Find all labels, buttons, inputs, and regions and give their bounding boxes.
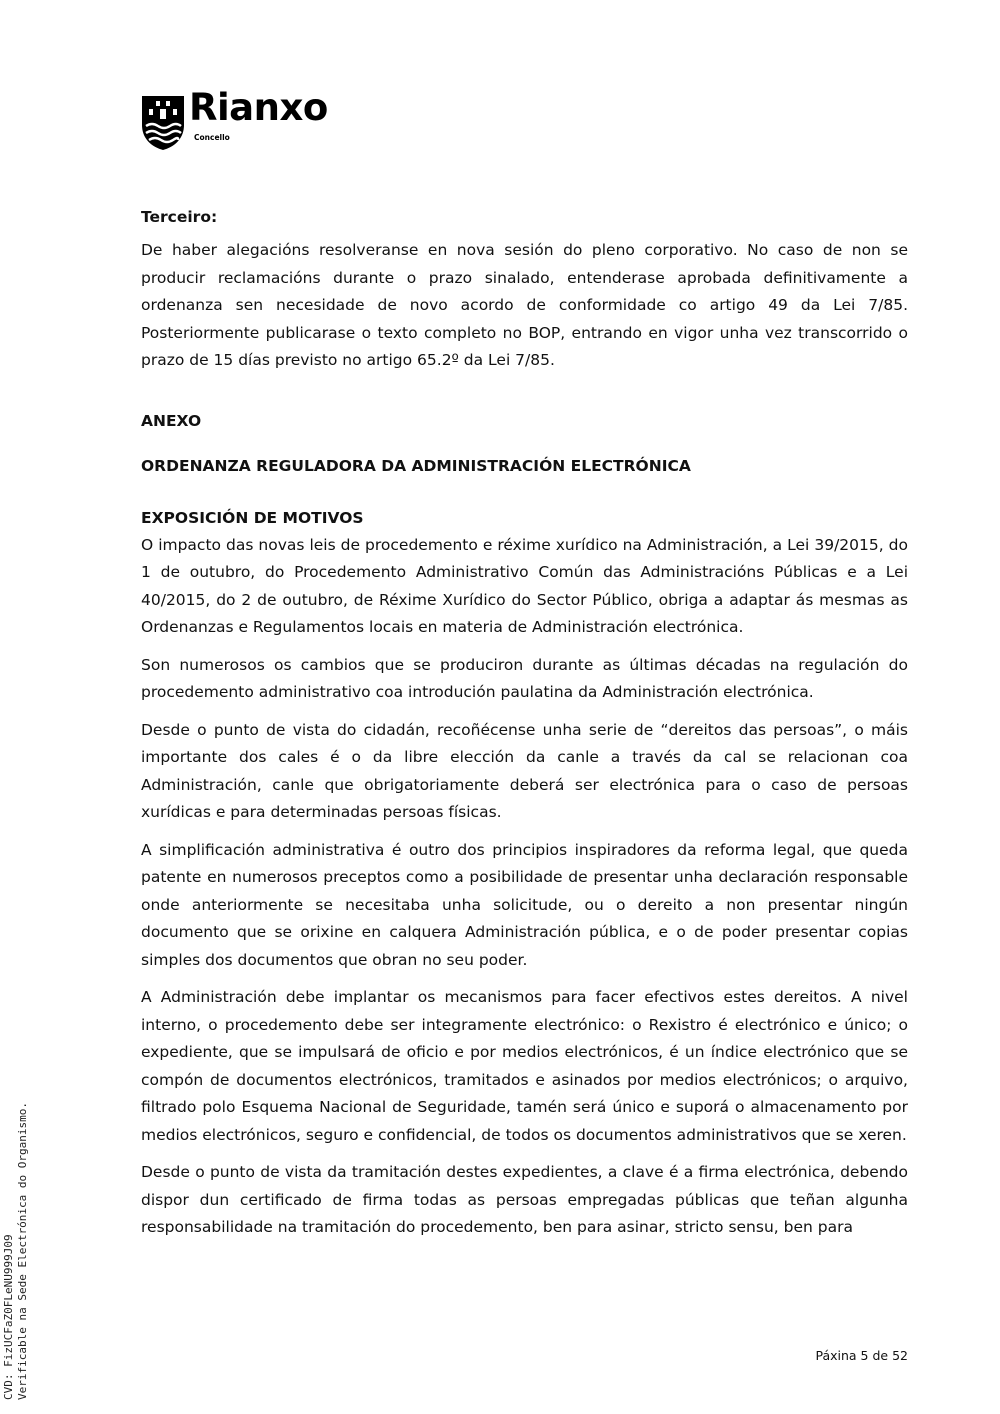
body-paragraph: A Administración debe implantar os mecanismos para facer efectivos estes dereitos. A nivel interno, o procedemento debe ser integramente electrónico: o Rexistro é electrónico e único; o expediente, que se impulsará de oficio e por medios electrónicos, é un índice electrónico que se compón de documentos electrónicos, tramitados e asinados por medios electrónicos; o arquivo, filtrado polo Esquema Nacional de Seguridade, tamén será único e suporá o almacenamento por medios electrónicos, seguro e confidencial, de todos os documentos administrativos que se xeren. <box>141 988 908 1144</box>
anexo-heading: ANEXO <box>141 411 202 430</box>
page-number: Páxina 5 de 52 <box>815 1348 908 1363</box>
concello-logo <box>141 86 351 153</box>
body-paragraph: Desde o punto de vista do cidadán, recoñécense unha serie de “dereitos das persoas”, o máis importante dos cales é o da libre elección da canle a través da cal se relacionan coa Administración, canle que obrigatoriamente deberá ser electrónica para o caso de persoas xurídicas e para determinadas persoas físicas. <box>141 720 908 821</box>
document-body <box>141 203 908 1242</box>
terceiro-paragraph: De haber alegacións resolveranse en nova sesión do pleno corporativo. No caso de non se producir reclamacións durante o prazo sinalado, entenderase aprobada definitivamente a ordenanza sen necesidade de novo acordo de conformidade co artigo 49 da Lei 7/85. Posteriormente publicarase o texto completo no BOP, entrando en vigor unha vez transcorrido o prazo de 15 días previsto no artigo 65.2º da Lei 7/85. <box>141 241 908 369</box>
verification-sidebar <box>2 1000 30 1400</box>
body-paragraph: Desde o punto de vista da tramitación destes expedientes, a clave é a firma electrónica, debendo dispor dun certificado de firma todas as persoas empregadas públicas que teñan algunha responsabilidade na tramitación do procedemento, ben para asinar, stricto sensu, ben para <box>141 1163 908 1236</box>
motivos-heading: EXPOSICIÓN DE MOTIVOS <box>141 508 364 527</box>
logo-name: Rianxo <box>189 86 328 129</box>
castle-shield-icon <box>141 95 185 151</box>
body-paragraph: O impacto das novas leis de procedemento e réxime xurídico na Administración, a Lei 39/2015, do 1 de outubro, do Procedemento Administrativo Común das Administracións Públicas e a Lei 40/2015, do 2 de outubro, de Réxime Xurídico do Sector Público, obriga a adaptar ás mesmas as Ordenanzas e Regulamentos locais en materia de Administración electrónica. <box>141 535 908 636</box>
logo-subtitle: Concello <box>194 133 230 142</box>
terceiro-heading: Terceiro: <box>141 208 218 226</box>
verification-code: CVD: FizUCFaZ0FLeNU999J09 <box>2 1234 15 1400</box>
body-paragraph: Son numerosos os cambios que se produciron durante as últimas décadas na regulación do procedemento administrativo coa introdución paulatina da Administración electrónica. <box>141 655 908 701</box>
body-paragraph: A simplificación administrativa é outro dos principios inspiradores da reforma legal, que queda patente en numerosos preceptos como a posibilidade de presentar unha declaración responsable onde anteriormente se necesitaba unha solicitude, ou o dereito a non presentar ningún documento que se orixine en calquera Administración pública, e o de poder presentar copias simples dos documentos que obran no seu poder. <box>141 840 908 969</box>
ordenanza-title: ORDENANZA REGULADORA DA ADMINISTRACIÓN ELECTRÓNICA <box>141 456 691 475</box>
verification-note: Verificable na Sede Electrónica do Organismo. <box>16 1101 29 1400</box>
